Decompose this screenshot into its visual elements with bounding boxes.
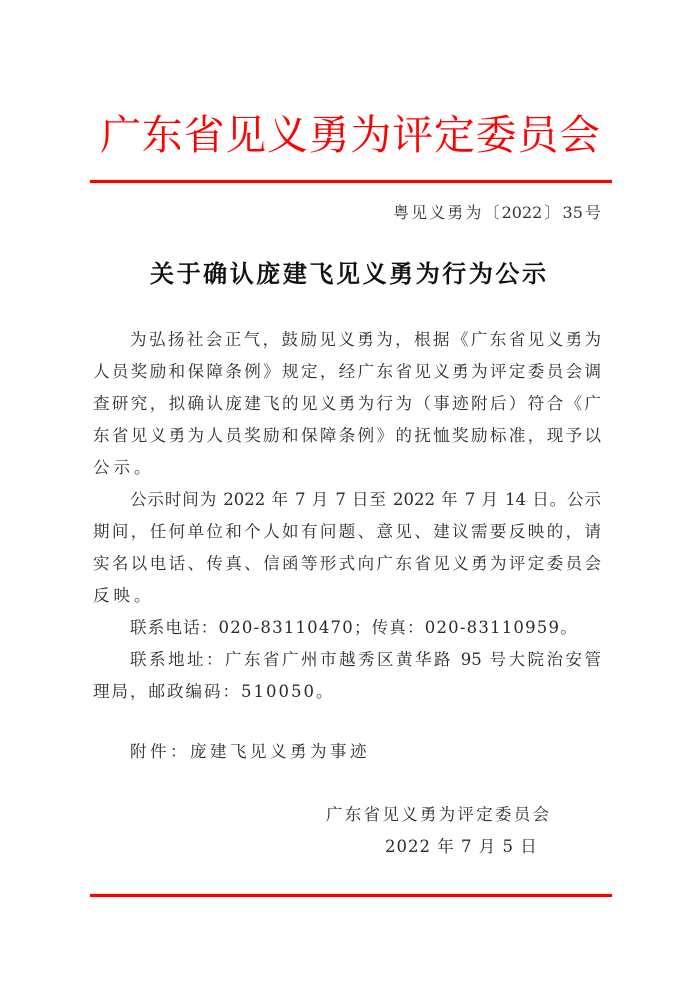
body-line: 公示时间为 2022 年 7 月 7 日至 2022 年 7 月 14 日。公示 bbox=[130, 490, 601, 509]
masthead-title: 广东省见义勇为评定委员会 bbox=[100, 111, 600, 159]
paragraph-contact-address bbox=[93, 644, 601, 708]
signature-date: 2022 年 7 月 5 日 bbox=[385, 837, 538, 856]
body-line: 期间，任何单位和个人如有问题、意见、建议需要反映的，请 bbox=[93, 522, 601, 541]
footer-red-rule bbox=[90, 894, 612, 897]
paragraph-contact-phone bbox=[93, 612, 601, 644]
paragraph-intro bbox=[93, 324, 601, 484]
contact-address-line: 理局，邮政编码：510050。 bbox=[93, 682, 335, 701]
contact-phone-line: 联系电话：020-83110470；传真：020-83110959。 bbox=[130, 618, 578, 637]
contact-address-line: 联系地址：广东省广州市越秀区黄华路 95 号大院治安管 bbox=[130, 650, 601, 669]
body-line: 反映。 bbox=[93, 586, 155, 605]
masthead-red-rule bbox=[90, 180, 612, 183]
paragraph-publicity-period bbox=[93, 484, 601, 612]
document-title: 关于确认庞建飞见义勇为行为公示 bbox=[150, 259, 546, 288]
body-line: 人员奖励和保障条例》规定，经广东省见义勇为评定委员会调 bbox=[93, 362, 601, 381]
signature-organization: 广东省见义勇为评定委员会 bbox=[326, 805, 549, 824]
body-line: 查研究，拟确认庞建飞的见义勇为行为（事迹附后）符合《广 bbox=[93, 394, 601, 413]
body-line: 为弘扬社会正气，鼓励见义勇为，根据《广东省见义勇为 bbox=[130, 330, 601, 349]
body-line: 公示。 bbox=[93, 458, 155, 477]
document-number: 粤见义勇为〔2022〕35号 bbox=[393, 203, 601, 222]
body-line: 实名以电话、传真、信函等形式向广东省见义勇为评定委员会 bbox=[93, 554, 601, 573]
attachment-note: 附件：庞建飞见义勇为事迹 bbox=[130, 742, 370, 761]
document-body bbox=[93, 324, 601, 708]
body-line: 东省见义勇为人员奖励和保障条例》的抚恤奖励标准，现予以 bbox=[93, 426, 601, 445]
